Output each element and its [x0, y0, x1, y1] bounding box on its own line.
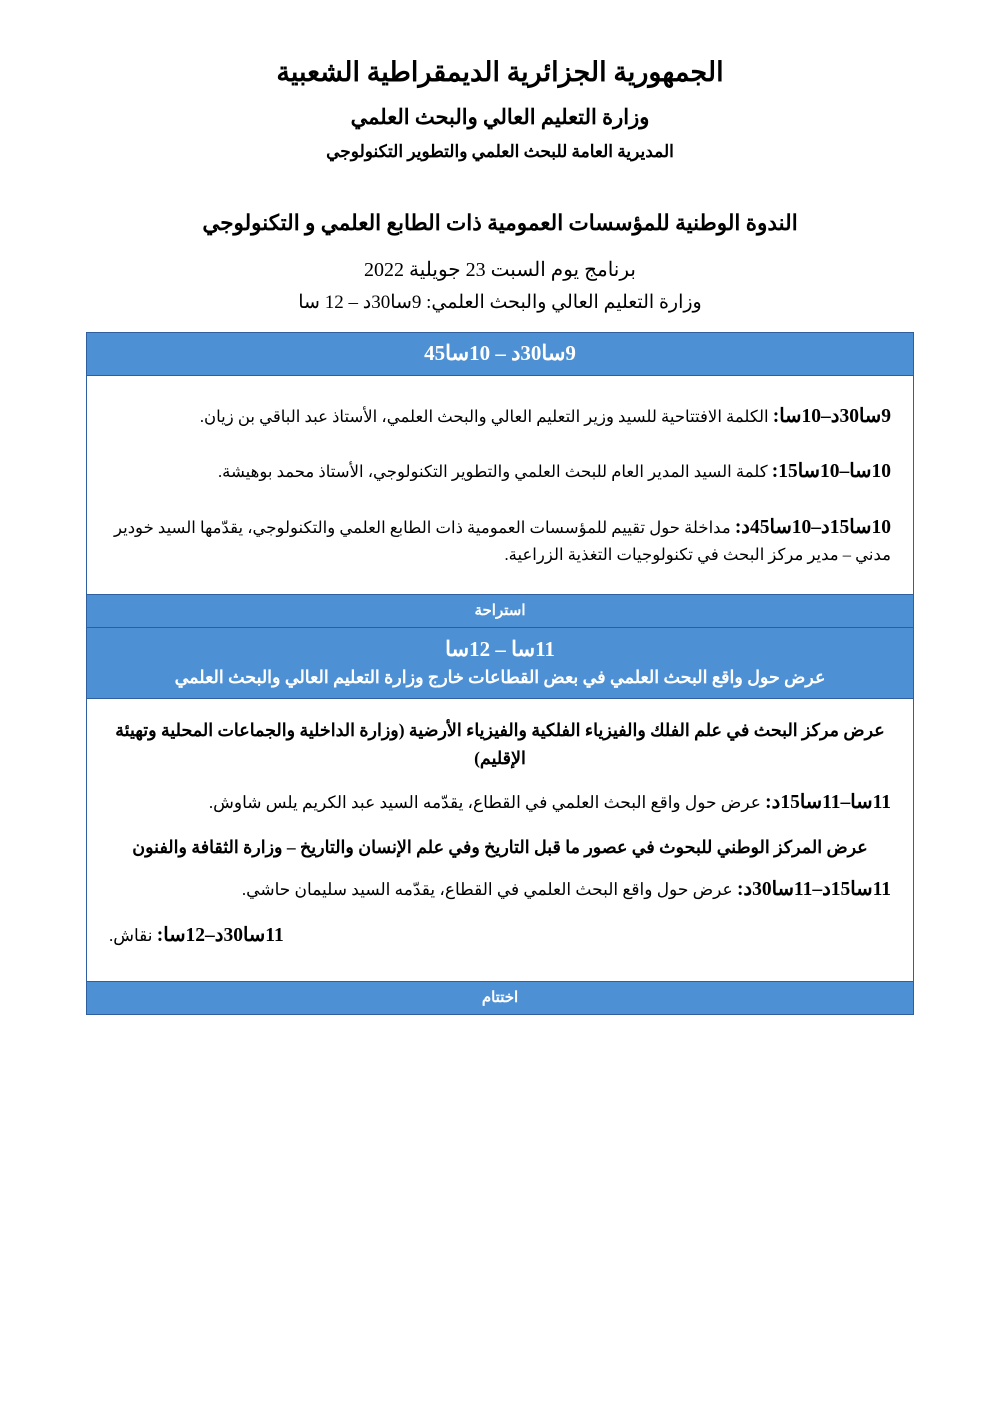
session1-band: 9سا30د – 10سا45 [87, 333, 914, 376]
session2-item-2-time: 11سا–11سا15د: [765, 791, 891, 813]
table-row [87, 982, 914, 1015]
table-row [87, 333, 914, 376]
session2-band-subject: عرض حول واقع البحث العلمي في بعض القطاعات خارج وزارة التعليم العالي والبحث العلمي [174, 666, 826, 687]
session2-item-4-text: عرض حول واقع البحث العلمي في القطاع، يقدّمه السيد سليمان حاشي. [241, 879, 737, 899]
session2-item-4-time: 11سا15د–11سا30د: [736, 878, 891, 900]
session1-item-2 [109, 457, 891, 486]
session2-item-3: عرض المركز الوطني للبحوث في عصور ما قبل التاريخ وفي علم الإنسان والتاريخ – وزارة الثقافة والفنون [132, 836, 868, 857]
session1-item-3-time: 10سا15د–10سا45د: [734, 516, 891, 538]
schedule-table [86, 332, 914, 1015]
session2-item-2 [109, 788, 891, 818]
header-ministry: وزارة التعليم العالي والبحث العلمي [350, 104, 650, 129]
program-venue-time: وزارة التعليم العالي والبحث العلمي: 9سا30د – 12 سا [298, 291, 702, 313]
break-band: استراحة [87, 594, 914, 627]
session2-body [87, 699, 914, 982]
session2-item-4 [109, 875, 891, 905]
table-row [87, 376, 914, 595]
table-row [87, 699, 914, 982]
session2-item-5-text: نقاش. [109, 926, 157, 946]
table-row [87, 627, 914, 699]
table-row [87, 594, 914, 627]
session2-item-1: عرض مركز البحث في علم الفلك والفيزياء الفلكية والفيزياء الأرضية (وزارة الداخلية والجماعات المحلية وتهيئة الإقليم) [115, 720, 885, 768]
session1-item-2-time: 10سا–10سا15: [771, 461, 891, 483]
closing-band: اختتام [87, 982, 914, 1015]
session1-item-1-text: الكلمة الافتتاحية للسيد وزير التعليم العالي والبحث العلمي، الأستاذ عبد الباقي بن زيان. [199, 407, 773, 427]
session1-item-2-text: كلمة السيد المدير العام للبحث العلمي والتطوير التكنولوجي، الأستاذ محمد بوهيشة. [217, 462, 772, 482]
session2-item-2-text: عرض حول واقع البحث العلمي في القطاع، يقدّمه السيد عبد الكريم يلس شاوش. [208, 792, 766, 812]
session1-item-1 [109, 402, 891, 431]
session2-item-5-time: 11سا30د–12سا: [156, 925, 284, 947]
session2-band [87, 627, 914, 699]
session1-item-3-text: مداخلة حول تقييم للمؤسسات العمومية ذات الطابع العلمي والتكنولوجي، يقدّمها السيد خودير مدني – مدير مركز البحث في تكنولوجيات التغذية الزراعية. [114, 517, 891, 564]
document-title: الندوة الوطنية للمؤسسات العمومية ذات الطابع العلمي و التكنولوجي [202, 211, 798, 236]
header-republic: الجمهورية الجزائرية الديمقراطية الشعبية [276, 57, 724, 87]
program-date: برنامج يوم السبت 23 جويلية 2022 [364, 258, 636, 281]
session1-body [87, 376, 914, 595]
session2-band-time: 11سا – 12سا [445, 636, 555, 661]
header-directorate: المديرية العامة للبحث العلمي والتطوير التكنولوجي [326, 142, 674, 162]
session1-item-3 [109, 513, 891, 568]
session1-item-1-time: 9سا30د–10سا: [772, 406, 891, 428]
session2-item-5 [109, 921, 891, 951]
